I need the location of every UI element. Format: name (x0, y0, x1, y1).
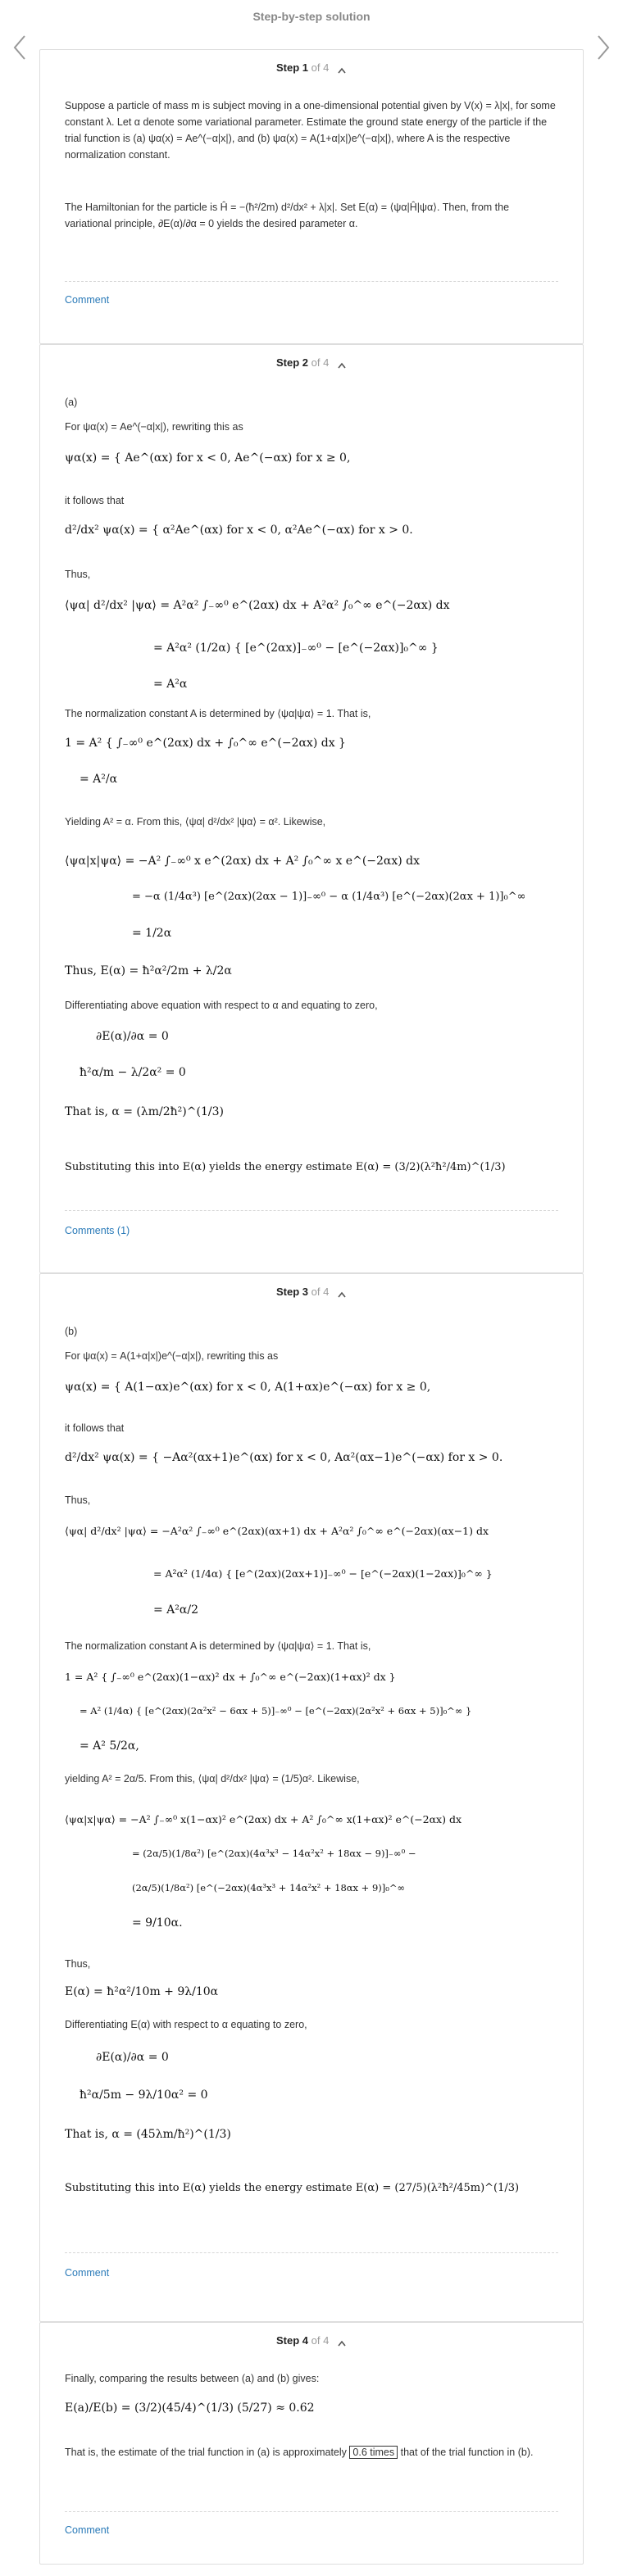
hamiltonian-text: The Hamiltonian for the particle is Ĥ = −(ħ²/2m) d²/dx² + λ|x|. Set E(α) = ⟨ψα|Ĥ|ψα⟩. Then, from the variational principle, ∂E(α)/∂α = 0 yields the desired parameter α. (65, 202, 510, 229)
math-equation: ∂E(α)/∂α = 0 (96, 1030, 169, 1043)
math-equation: ψα(x) = { Ae^(αx) for x < 0, Ae^(−αx) for x ≥ 0, (65, 451, 351, 465)
math-equation: = A²α/2 (153, 1603, 198, 1617)
step-count: of 4 (311, 1286, 330, 1298)
math-line: For ψα(x) = Ae^(−α|x|), rewriting this as (65, 421, 243, 433)
math-equation: d²/dx² ψα(x) = { α²Ae^(αx) for x < 0, α²Ae^(−αx) for x > 0. (65, 524, 413, 537)
math-line: it follows that (65, 1422, 125, 1434)
divider (65, 281, 558, 282)
math-equation: ħ²α/5m − 9λ/10α² = 0 (80, 2088, 208, 2102)
step-label: Step 3 (276, 1286, 309, 1298)
math-equation: ⟨ψα|x|ψα⟩ = −A² ∫₋∞⁰ x(1−αx)² e^(2αx) dx + A² ∫₀^∞ x(1+αx)² e^(−2αx) dx (65, 1813, 462, 1825)
math-line: Differentiating above equation with respect to α and equating to zero, (65, 1000, 378, 1011)
chevron-up-icon[interactable] (337, 360, 347, 368)
final-answer-prefix: That is, the estimate of the trial function in (a) is approximately (65, 2447, 347, 2458)
divider (65, 1210, 558, 1211)
math-equation: ∂E(α)/∂α = 0 (96, 2051, 169, 2064)
part-label: (a) (65, 397, 78, 408)
math-equation: That is, α = (45λm/ħ²)^(1/3) (65, 2128, 231, 2141)
next-arrow-button[interactable] (593, 33, 613, 62)
problem-statement: Suppose a particle of mass m is subject moving in a one-dimensional potential given by V(x) = λ|x|, for some constant λ. Let α denote some variational parameter. Estimate the ground state energy of the particle if the trial function is (a) ψα(x) = Ae^(−α|x|), and (b) ψα(x) = A(1+α|x|)e^(−α|x|), where A is the respective normalization constant. (65, 100, 556, 161)
step-3-header[interactable] (40, 1286, 583, 1298)
conclusion-text: Finally, comparing the results between (a) and (b) gives: (65, 2373, 320, 2384)
chevron-up-icon[interactable] (337, 2338, 347, 2346)
math-line: The normalization constant A is determined by ⟨ψα|ψα⟩ = 1. That is, (65, 708, 371, 719)
step-1-panel (39, 49, 584, 344)
comment-link[interactable]: Comment (65, 2524, 110, 2536)
final-answer-text (65, 2444, 558, 2460)
math-equation: That is, α = (λm/2ħ²)^(1/3) (65, 1105, 224, 1118)
math-equation: = A² 5/2α, (80, 1739, 139, 1753)
ratio-equation: E(a)/E(b) = (3/2)(45/4)^(1/3) (5/27) ≈ 0.62 (65, 2401, 315, 2415)
math-equation: Thus, E(α) = ħ²α²/2m + λ/2α (65, 964, 232, 977)
math-line: Differentiating E(α) with respect to α equating to zero, (65, 2019, 307, 2030)
math-line: Yielding A² = α. From this, ⟨ψα| d²/dx² |ψα⟩ = α². Likewise, (65, 816, 326, 828)
step-label: Step 2 (276, 356, 309, 369)
math-line: it follows that (65, 495, 125, 506)
math-line: For ψα(x) = A(1+α|x|)e^(−α|x|), rewriting this as (65, 1350, 279, 1362)
solution-header (0, 0, 623, 36)
final-answer-suffix: that of the trial function in (b). (400, 2447, 534, 2458)
chevron-left-icon (10, 33, 30, 62)
math-equation: = (2α/5)(1/8α²) [e^(2αx)(4α³x³ − 14α²x² + 18αx − 9)]₋∞⁰ − (132, 1848, 416, 1859)
math-equation: = A² (1/4α) { [e^(2αx)(2α²x² − 6αx + 5)]₋∞⁰ − [e^(−2αx)(2α²x² + 6αx + 5)]₀^∞ } (80, 1705, 472, 1717)
math-equation: 1 = A² { ∫₋∞⁰ e^(2αx)(1−αx)² dx + ∫₀^∞ e^(−2αx)(1+αx)² dx } (65, 1671, 396, 1683)
step-2-header[interactable] (40, 356, 583, 369)
comment-link[interactable]: Comment (65, 2267, 110, 2279)
step-1-header[interactable] (40, 61, 583, 74)
math-line: Thus, (65, 1958, 91, 1970)
step-4-header[interactable] (40, 2334, 583, 2347)
math-equation: ħ²α/m − λ/2α² = 0 (80, 1066, 186, 1079)
math-line: Thus, (65, 1494, 91, 1506)
comments-link[interactable]: Comments (1) (65, 1225, 130, 1236)
math-equation: = A²α² (1/2α) { [e^(2αx)]₋∞⁰ − [e^(−2αx)]₀^∞ } (153, 642, 439, 655)
divider (65, 2252, 558, 2253)
step-label: Step 4 (276, 2334, 309, 2347)
step-2-panel (39, 344, 584, 1273)
comment-link[interactable]: Comment (65, 294, 110, 306)
previous-arrow-button[interactable] (10, 33, 30, 62)
divider (65, 2511, 558, 2512)
chevron-up-icon[interactable] (337, 65, 347, 73)
math-equation: ψα(x) = { A(1−αx)e^(αx) for x < 0, A(1+αx)e^(−αx) for x ≥ 0, (65, 1381, 431, 1394)
math-equation: = A²/α (80, 773, 118, 786)
step-4-panel (39, 2322, 584, 2565)
math-equation: d²/dx² ψα(x) = { −Aα²(αx+1)e^(αx) for x < 0, Aα²(αx−1)e^(−αx) for x > 0. (65, 1451, 503, 1464)
math-line: yielding A² = 2α/5. From this, ⟨ψα| d²/dx² |ψα⟩ = (1/5)α². Likewise, (65, 1773, 360, 1785)
math-equation: Substituting this into E(α) yields the energy estimate E(α) = (27/5)(λ²ħ²/45m)^(1/3) (65, 2182, 520, 2194)
math-equation: = 9/10α. (132, 1916, 183, 1930)
step-count: of 4 (311, 61, 330, 74)
math-line: The normalization constant A is determined by ⟨ψα|ψα⟩ = 1. That is, (65, 1640, 371, 1652)
math-equation: = 1/2α (132, 927, 172, 940)
math-line: Thus, (65, 569, 91, 580)
math-equation: = −α (1/4α³) [e^(2αx)(2αx − 1)]₋∞⁰ − α (1/4α³) [e^(−2αx)(2αx + 1)]₀^∞ (132, 891, 526, 903)
math-equation: = A²α² (1/4α) { [e^(2αx)(2αx+1)]₋∞⁰ − [e^(−2αx)(1−2αx)]₀^∞ } (153, 1567, 493, 1580)
step-3-panel (39, 1273, 584, 2322)
final-answer-box: 0.6 times (349, 2446, 398, 2459)
math-equation: = A²α (153, 678, 188, 691)
math-equation: (2α/5)(1/8α²) [e^(−2αx)(4α³x³ + 14α²x² + 18αx + 9)]₀^∞ (132, 1882, 406, 1893)
chevron-right-icon (593, 33, 613, 62)
chevron-up-icon[interactable] (337, 1289, 347, 1297)
step-count: of 4 (311, 2334, 330, 2347)
math-equation: ⟨ψα| d²/dx² |ψα⟩ = −A²α² ∫₋∞⁰ e^(2αx)(αx+1) dx + A²α² ∫₀^∞ e^(−2αx)(αx−1) dx (65, 1525, 489, 1537)
page-title: Step-by-step solution (252, 10, 371, 23)
math-equation: ⟨ψα| d²/dx² |ψα⟩ = A²α² ∫₋∞⁰ e^(2αx) dx + A²α² ∫₀^∞ e^(−2αx) dx (65, 599, 450, 612)
part-label: (b) (65, 1326, 78, 1337)
math-equation: 1 = A² { ∫₋∞⁰ e^(2αx) dx + ∫₀^∞ e^(−2αx) dx } (65, 737, 346, 750)
math-equation: ⟨ψα|x|ψα⟩ = −A² ∫₋∞⁰ x e^(2αx) dx + A² ∫₀^∞ x e^(−2αx) dx (65, 855, 421, 868)
step-label: Step 1 (276, 61, 309, 74)
math-equation: E(α) = ħ²α²/10m + 9λ/10α (65, 1985, 219, 1998)
step-count: of 4 (311, 356, 330, 369)
math-equation: Substituting this into E(α) yields the energy estimate E(α) = (3/2)(λ²ħ²/4m)^(1/3) (65, 1161, 506, 1173)
